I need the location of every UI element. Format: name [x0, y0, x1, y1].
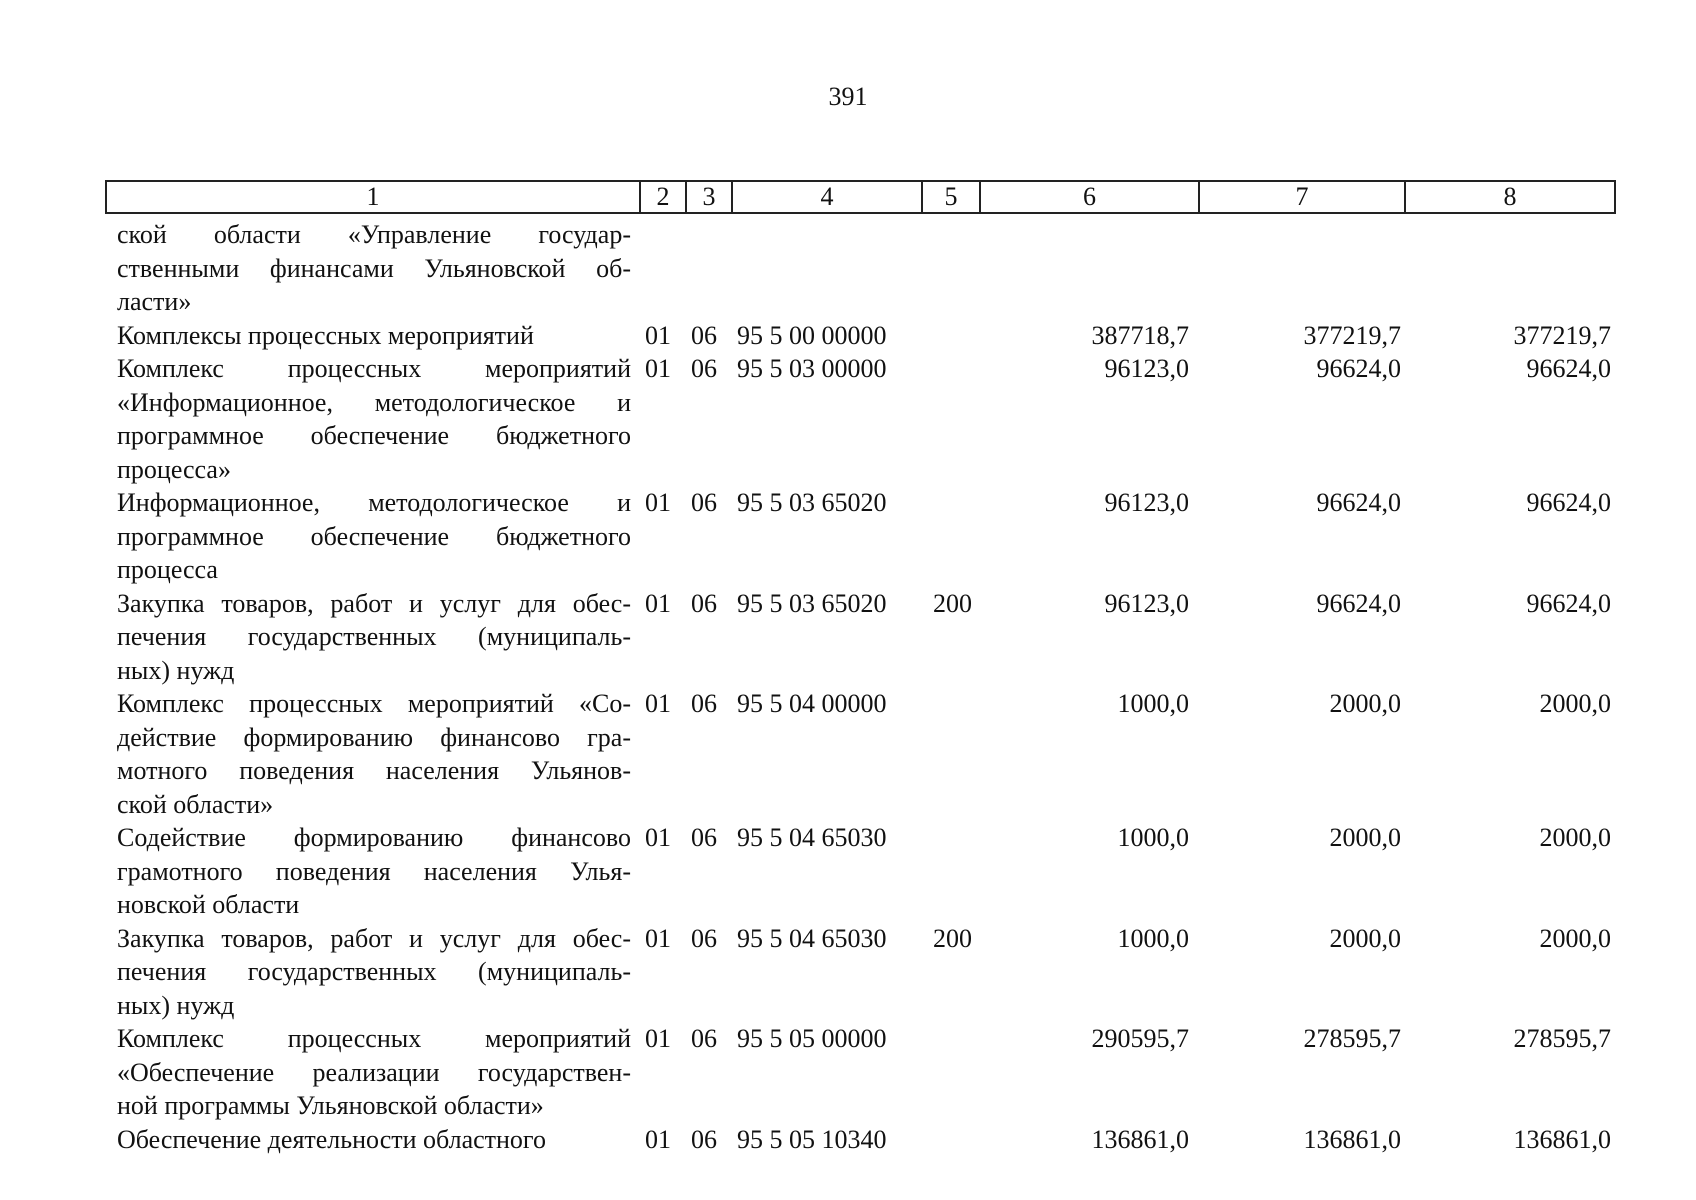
row-name-line: ных) нужд — [117, 655, 235, 685]
column-header-row — [106, 181, 1615, 213]
expense-type-cell — [933, 352, 1013, 486]
target-article-cell: 95 5 04 65030 — [737, 923, 887, 953]
expense-type-cell: 200 — [933, 923, 972, 953]
row-name-line: Комплекс процессных мероприятий «Со- — [117, 689, 631, 718]
row-name-line: действие формированию финансово гра- — [117, 722, 631, 752]
expense-type-cell — [933, 1123, 1013, 1157]
row-name-line: ственными финансами Ульяновской об- — [117, 253, 631, 283]
column-header-7: 7 — [1199, 181, 1405, 213]
amount-col7-cell: 377219,7 — [1303, 320, 1401, 350]
row-name-line: Комплекс процессных мероприятий — [117, 354, 631, 383]
row-name-cell — [117, 587, 631, 688]
row-name-line: мотного поведения населения Ульянов- — [117, 756, 631, 785]
row-name-line: Закупка товаров, работ и услуг для обес- — [117, 923, 631, 953]
target-article-cell: 95 5 03 00000 — [737, 354, 887, 383]
row-name-line: печения государственных (муниципаль- — [117, 622, 631, 651]
subsection-code-cell: 06 — [691, 320, 717, 350]
row-name-line: программное обеспечение бюджетного — [117, 421, 631, 450]
section-code-cell: 01 — [645, 1024, 671, 1053]
row-name-cell — [117, 352, 631, 486]
table-row — [117, 218, 1617, 319]
table-row — [117, 352, 1617, 486]
amount-col7-cell: 2000,0 — [1329, 823, 1401, 852]
amount-col6-cell: 96123,0 — [1104, 488, 1189, 517]
subsection-code-cell: 06 — [691, 823, 717, 852]
row-name-cell — [117, 218, 631, 319]
row-name-line: Комплекс процессных мероприятий — [117, 1024, 631, 1053]
subsection-code-cell — [691, 218, 737, 319]
row-name-line: ных) нужд — [117, 990, 235, 1020]
amount-col8-cell: 2000,0 — [1539, 689, 1611, 718]
amount-col8-cell: 136861,0 — [1513, 1124, 1611, 1154]
row-name-line: ской области «Управление государ- — [117, 220, 631, 249]
table-row — [117, 486, 1617, 587]
section-code-cell: 01 — [645, 689, 671, 718]
amount-col7-cell: 96624,0 — [1316, 354, 1401, 383]
row-name-line: ласти» — [117, 287, 192, 316]
amount-col8-cell: 377219,7 — [1513, 320, 1611, 350]
subsection-code-cell: 06 — [691, 488, 717, 517]
table-row — [117, 1123, 1617, 1157]
column-header-3: 3 — [686, 181, 732, 213]
row-name-line: Информационное, методологическое и — [117, 488, 631, 517]
section-code-cell: 01 — [645, 1124, 671, 1154]
amount-col6-cell — [1013, 218, 1189, 319]
row-name-line: Комплексы процессных мероприятий — [117, 320, 534, 350]
amount-col8-cell: 96624,0 — [1526, 354, 1611, 383]
row-name-line: программное обеспечение бюджетного — [117, 521, 631, 551]
column-header-table — [105, 180, 1616, 214]
row-name-line: Обеспечение деятельности областного — [117, 1124, 546, 1154]
section-code-cell — [645, 218, 691, 319]
row-name-line: Закупка товаров, работ и услуг для обес- — [117, 588, 631, 618]
expense-type-cell — [933, 1022, 1013, 1123]
amount-col8-cell: 96624,0 — [1526, 488, 1611, 517]
amount-col8-cell: 278595,7 — [1513, 1024, 1611, 1053]
target-article-cell: 95 5 00 00000 — [737, 320, 887, 350]
amount-col6-cell: 96123,0 — [1104, 354, 1189, 383]
amount-col7-cell: 2000,0 — [1329, 923, 1401, 953]
expense-type-cell — [933, 319, 1013, 353]
page-number: 391 — [828, 82, 868, 111]
amount-col6-cell: 1000,0 — [1117, 823, 1189, 852]
amount-col7-cell: 96624,0 — [1316, 588, 1401, 618]
section-code-cell: 01 — [645, 488, 671, 517]
target-article-cell: 95 5 05 00000 — [737, 1024, 887, 1053]
target-article-cell — [737, 218, 933, 319]
row-name-line: грамотного поведения населения Улья- — [117, 856, 631, 886]
table-row — [117, 1022, 1617, 1123]
target-article-cell: 95 5 04 65030 — [737, 823, 887, 852]
expense-type-cell — [933, 821, 1013, 922]
table-row — [117, 587, 1617, 688]
table-row — [117, 687, 1617, 821]
amount-col7-cell — [1189, 218, 1401, 319]
target-article-cell: 95 5 04 00000 — [737, 689, 887, 718]
section-code-cell: 01 — [645, 320, 671, 350]
target-article-cell: 95 5 03 65020 — [737, 588, 887, 618]
row-name-line: процесса» — [117, 454, 231, 484]
row-name-line: ной программы Ульяновской области» — [117, 1091, 544, 1120]
amount-col8-cell — [1401, 218, 1611, 319]
row-name-line: процесса — [117, 555, 218, 584]
column-header-2: 2 — [640, 181, 686, 213]
amount-col7-cell: 96624,0 — [1316, 488, 1401, 517]
column-header-4: 4 — [732, 181, 922, 213]
amount-col7-cell: 136861,0 — [1303, 1124, 1401, 1154]
subsection-code-cell: 06 — [691, 923, 717, 953]
amount-col7-cell: 278595,7 — [1303, 1024, 1401, 1053]
section-code-cell: 01 — [645, 354, 671, 383]
column-header-6: 6 — [980, 181, 1199, 213]
amount-col6-cell: 136861,0 — [1091, 1124, 1189, 1154]
target-article-cell: 95 5 05 10340 — [737, 1124, 887, 1154]
section-code-cell: 01 — [645, 588, 671, 618]
subsection-code-cell: 06 — [691, 1024, 717, 1053]
table-row — [117, 922, 1617, 1023]
row-name-cell — [117, 821, 631, 922]
amount-col7-cell: 2000,0 — [1329, 689, 1401, 718]
row-name-line: ской области» — [117, 789, 274, 819]
column-header-1: 1 — [106, 181, 640, 213]
expense-type-cell: 200 — [933, 588, 972, 618]
amount-col6-cell: 1000,0 — [1117, 923, 1189, 953]
row-name-cell — [117, 1123, 631, 1157]
table-row — [117, 319, 1617, 353]
row-name-line: печения государственных (муниципаль- — [117, 957, 631, 986]
row-name-line: Содействие формированию финансово — [117, 823, 631, 852]
amount-col8-cell: 2000,0 — [1539, 923, 1611, 953]
amount-col8-cell: 2000,0 — [1539, 823, 1611, 852]
column-header-8: 8 — [1405, 181, 1615, 213]
row-name-line: новской области — [117, 890, 300, 919]
subsection-code-cell: 06 — [691, 689, 717, 718]
row-name-line: «Информационное, методологическое и — [117, 387, 631, 417]
row-name-cell — [117, 922, 631, 1023]
subsection-code-cell: 06 — [691, 1124, 717, 1154]
row-name-cell — [117, 319, 631, 353]
amount-col6-cell: 290595,7 — [1091, 1024, 1189, 1053]
column-header-5: 5 — [922, 181, 980, 213]
amount-col6-cell: 387718,7 — [1091, 320, 1189, 350]
row-name-cell — [117, 486, 631, 587]
row-name-cell — [117, 687, 631, 821]
expense-type-cell — [933, 687, 1013, 821]
expense-type-cell — [933, 486, 1013, 587]
expense-type-cell — [933, 218, 1013, 319]
row-name-line: «Обеспечение реализации государствен- — [117, 1057, 631, 1087]
amount-col6-cell: 96123,0 — [1104, 588, 1189, 618]
amount-col8-cell: 96624,0 — [1526, 588, 1611, 618]
table-row — [117, 821, 1617, 922]
section-code-cell: 01 — [645, 923, 671, 953]
row-name-cell — [117, 1022, 631, 1123]
subsection-code-cell: 06 — [691, 588, 717, 618]
subsection-code-cell: 06 — [691, 354, 717, 383]
table-body — [117, 218, 1617, 1156]
amount-col6-cell: 1000,0 — [1117, 689, 1189, 718]
section-code-cell: 01 — [645, 823, 671, 852]
target-article-cell: 95 5 03 65020 — [737, 488, 887, 517]
